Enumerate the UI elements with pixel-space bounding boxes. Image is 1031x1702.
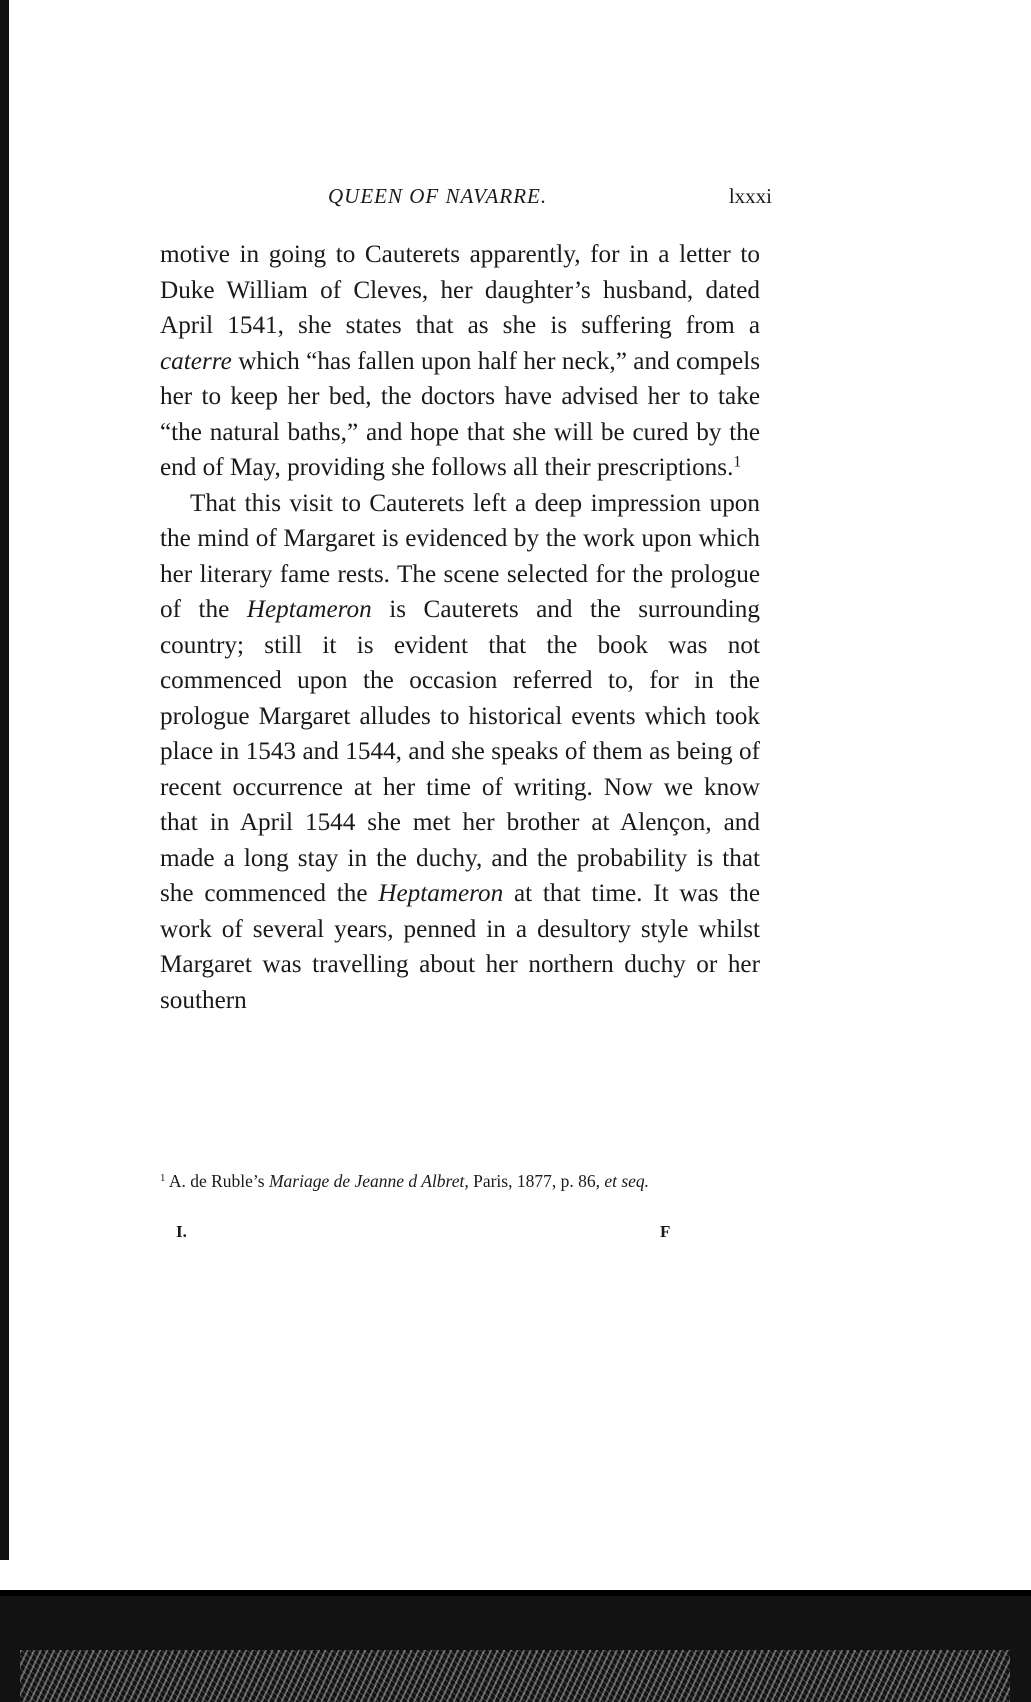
footnote-italic-1: Mariage de Jeanne d Albret, <box>268 1171 469 1191</box>
scan-left-edge <box>0 0 9 1560</box>
page-header <box>160 182 772 216</box>
paragraph-2-text-2: is Cauterets and the surrounding country; still it is evident that the book was not commenced upon the occasion referred to, for in the prologue Margaret alludes to historical events which took place in 1543 and 1544, and she speaks of them as being of recent occurrence at her time of writing. Now we know that in April 1544 she met her brother at Alençon, and made a long stay in the duchy, and the probability is that she commenced the <box>160 596 760 907</box>
footnote-text-2: Paris, 1877, p. 86, <box>468 1171 605 1191</box>
footnote-marker: 1 <box>160 1172 166 1185</box>
paragraph-2-text-1: That this visit to Cauterets left a deep impression upon the mind of Margaret is evidenced by the work upon which her literary fame rests. The scene selected for the prologue of the <box>160 489 760 623</box>
footnote-text-1: A. de Ruble’s <box>165 1171 269 1191</box>
footnote-reference: 1 <box>733 453 742 471</box>
paragraph-1-text-1: motive in going to Cauterets apparently, for in a letter to Duke William of Cleves, her daughter’s husband, dated April 1541, she states that as she is suffering from a <box>160 241 760 339</box>
gathering-signature: F <box>660 1222 671 1241</box>
footnote <box>160 1171 760 1191</box>
paragraph-1-italic-1: caterre <box>160 347 232 375</box>
paragraph-2-italic-1: Heptameron <box>246 596 372 623</box>
page-number: lxxxi <box>728 184 772 208</box>
paragraph-2-italic-2: Heptameron <box>378 880 504 907</box>
paragraph-2-text-3: at that time. It was the work of several years, penned in a desultory style whilst Margaret was travelling about her northern duchy or her southern <box>160 880 760 1014</box>
body-text <box>160 237 760 1018</box>
paragraph-1-text-2: which “has fallen upon half her neck,” and compels her to keep her bed, the doctors have advised her to take “the natural baths,” and hope that she will be cured by the end of May, providing she follows all their prescriptions. <box>160 347 760 481</box>
running-head: QUEEN OF NAVARRE. <box>328 184 548 208</box>
footnote-italic-2: et seq. <box>604 1171 650 1191</box>
scan-bottom-texture <box>20 1650 1010 1702</box>
scan-bottom-edge <box>0 1590 1031 1596</box>
paragraph-2 <box>160 486 760 1019</box>
paragraph-1 <box>160 237 760 486</box>
volume-signature: I. <box>176 1222 187 1241</box>
